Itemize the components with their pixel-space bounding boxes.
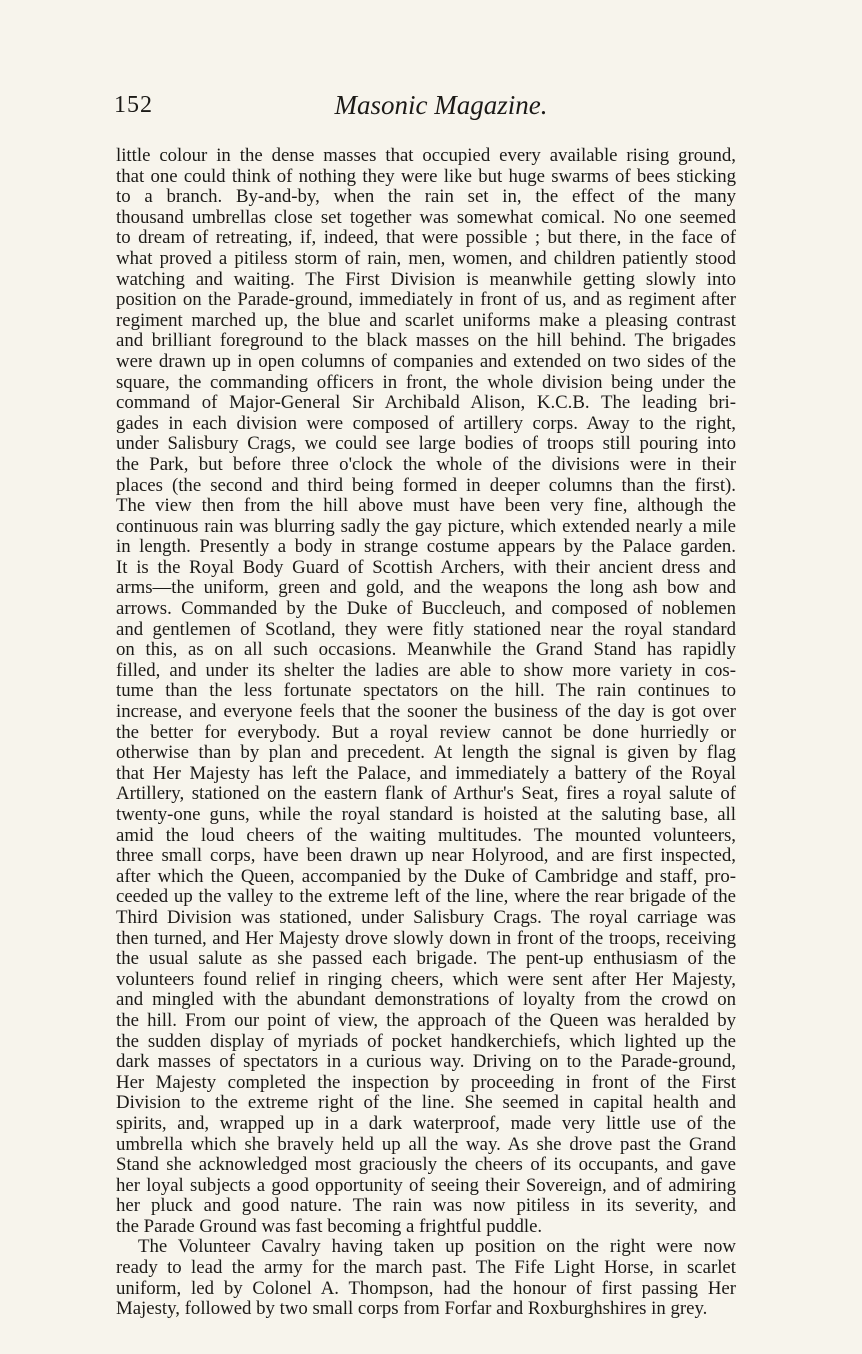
text-line: Her Majesty completed the inspection by proceeding in front of the First: [116, 1071, 736, 1093]
text-line: were drawn up in open columns of companies and extended on two sides of the: [116, 350, 736, 372]
text-line: to dream of retreating, if, indeed, that were possible ; but there, in the face of: [116, 227, 736, 249]
text-line: that one could think of nothing they were like but huge swarms of bees sticking: [116, 165, 736, 187]
text-line: otherwise than by plan and precedent. At length the signal is given by flag: [116, 742, 736, 764]
text-line: Majesty, followed by two small corps from Forfar and Roxburghshires in grey.: [116, 1298, 708, 1320]
text-line: little colour in the dense masses that occupied every available rising ground,: [116, 145, 736, 166]
text-line: filled, and under its shelter the ladies are able to show more variety in cos-: [116, 659, 736, 681]
text-line: Third Division was stationed, under Salisbury Crags. The royal carriage was: [116, 906, 736, 928]
text-line: gades in each division were composed of artillery corps. Away to the right,: [116, 412, 736, 434]
text-line: under Salisbury Crags, we could see large bodies of troops still pouring into: [116, 433, 736, 455]
text-line: command of Major-General Sir Archibald Alison, K.C.B. The leading bri-: [116, 392, 736, 414]
text-line: amid the loud cheers of the waiting multitudes. The mounted volunteers,: [116, 824, 736, 846]
text-line: increase, and everyone feels that the sooner the business of the day is got over: [116, 701, 736, 723]
text-line: arrows. Commanded by the Duke of Buccleuch, and composed of noblemen: [116, 598, 736, 620]
text-line: the Parade Ground was fast becoming a frightful puddle.: [116, 1215, 543, 1237]
text-line: to a branch. By-and-by, when the rain set in, the effect of the many: [116, 186, 736, 208]
text-line: square, the commanding officers in front, the whole division being under the: [116, 371, 736, 393]
text-line: the sudden display of myriads of pocket handkerchiefs, which lighted up the: [116, 1030, 736, 1052]
text-line: her pluck and good nature. The rain was now pitiless in its severity, and: [116, 1195, 736, 1217]
running-title: Masonic Magazine.: [334, 90, 548, 120]
text-line: dark masses of spectators in a curious way. Driving on to the Parade-ground,: [116, 1051, 736, 1073]
text-line: that Her Majesty has left the Palace, and immediately a battery of the Royal: [116, 762, 736, 784]
text-line: ceeded up the valley to the extreme left of the line, where the rear brigade of the: [116, 886, 736, 908]
text-line: Division to the extreme right of the line. She seemed in capital health and: [116, 1092, 736, 1114]
text-line: three small corps, have been drawn up near Holyrood, and are first inspected,: [116, 845, 736, 867]
text-line: arms—the uniform, green and gold, and the weapons the long ash bow and: [116, 577, 736, 599]
text-line: places (the second and third being formed in deeper columns than the first).: [116, 474, 736, 496]
text-line: and gentlemen of Scotland, they were fitly stationed near the royal standard: [116, 618, 736, 640]
text-line: then turned, and Her Majesty drove slowly down in front of the troops, receiving: [116, 927, 736, 949]
body-text: [116, 146, 736, 1320]
text-line: the Park, but before three o'clock the whole of the divisions were in their: [116, 453, 736, 475]
paragraph: [116, 1237, 736, 1319]
text-line: what proved a pitiless storm of rain, men, women, and children patiently stood: [116, 247, 736, 269]
text-line: on this, as on all such occasions. Meanwhile the Grand Stand has rapidly: [116, 639, 736, 661]
text-line: regiment marched up, the blue and scarlet uniforms make a pleasing contrast: [116, 309, 736, 331]
text-line: the hill. From our point of view, the approach of the Queen was heralded by: [116, 1009, 736, 1031]
text-line: and mingled with the abundant demonstrations of loyalty from the crowd on: [116, 989, 736, 1011]
text-line: umbrella which she bravely held up all the way. As she drove past the Grand: [116, 1133, 736, 1155]
text-line: in length. Presently a body in strange costume appears by the Palace garden.: [116, 536, 736, 558]
text-line: continuous rain was blurring sadly the gay picture, which extended nearly a mile: [116, 515, 736, 537]
text-line: twenty-one guns, while the royal standard is hoisted at the saluting base, all: [116, 804, 736, 825]
text-line: thousand umbrellas close set together was somewhat comical. No one seemed: [116, 206, 736, 228]
text-line: the usual salute as she passed each brigade. The pent-up enthusiasm of the: [116, 948, 736, 970]
text-line: Artillery, stationed on the eastern flank of Arthur's Seat, fires a royal salute of: [116, 783, 736, 805]
text-line: spirits, and, wrapped up in a dark waterproof, made very little use of the: [116, 1112, 736, 1134]
text-line: Stand she acknowledged most graciously the cheers of its occupants, and gave: [116, 1154, 736, 1176]
paragraph: [116, 146, 736, 1237]
text-line: the better for everybody. But a royal review cannot be done hurriedly or: [116, 721, 736, 743]
text-line: after which the Queen, accompanied by the Duke of Cambridge and staff, pro-: [116, 865, 736, 887]
text-line: The Volunteer Cavalry having taken up position on the right were now: [138, 1236, 736, 1258]
text-line: uniform, led by Colonel A. Thompson, had the honour of first passing Her: [116, 1277, 736, 1299]
text-line: It is the Royal Body Guard of Scottish Archers, with their ancient dress and: [116, 556, 736, 578]
text-line: position on the Parade-ground, immediately in front of us, and as regiment after: [116, 289, 736, 311]
text-line: her loyal subjects a good opportunity of seeing their Sovereign, and of admiring: [116, 1174, 736, 1196]
text-line: tume than the less fortunate spectators on the hill. The rain continues to: [116, 680, 736, 702]
text-line: and brilliant foreground to the black masses on the hill behind. The brigades: [116, 330, 736, 352]
text-line: watching and waiting. The First Division is meanwhile getting slowly into: [116, 268, 736, 290]
text-line: The view then from the hill above must have been very fine, although the: [116, 495, 736, 517]
page-number: 152: [114, 92, 153, 118]
text-line: volunteers found relief in ringing cheers, which were sent after Her Majesty,: [116, 968, 736, 990]
text-line: ready to lead the army for the march past. The Fife Light Horse, in scarlet: [116, 1257, 736, 1279]
